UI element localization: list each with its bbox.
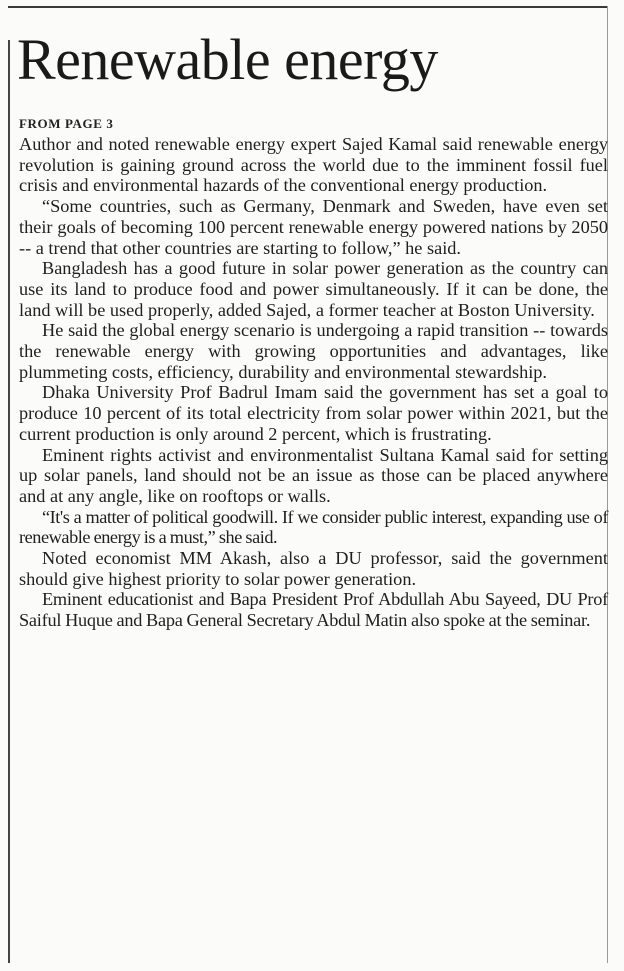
article-headline: Renewable energy	[17, 27, 438, 92]
top-rule	[8, 6, 608, 8]
article-paragraph: He said the global energy scenario is undergoing a rapid transition -- towards the renewable energy with growing opportunities and advantages, like plummeting costs, efficiency, durability and environmental stewardship.	[19, 320, 608, 382]
article-paragraph: “It's a matter of political goodwill. If we consider public interest, expanding use of renewable energy is a must,” she said.	[19, 506, 608, 548]
article-paragraph: Bangladesh has a good future in solar power generation as the country can use its land to produce food and power simultaneously. If it can be done, the land will be used properly, added Sajed, a former teacher at Boston University.	[19, 258, 608, 320]
article-paragraph: Dhaka University Prof Badrul Imam said the government has set a goal to produce 10 percent of its total electricity from solar power within 2021, but the current production is only around 2 percent, which is frustrating.	[19, 382, 608, 444]
article-paragraph: Eminent rights activist and environmentalist Sultana Kamal said for setting up solar panels, land should not be an issue as those can be placed anywhere and at any angle, like on rooftops or walls.	[19, 444, 608, 506]
article-body	[19, 134, 608, 631]
article-paragraph: Eminent educationist and Bapa President Prof Abdullah Abu Sayeed, DU Prof Saiful Huque and Bapa General Secretary Abdul Matin also spoke at the seminar.	[19, 589, 608, 631]
left-column-rule	[8, 40, 10, 963]
article-paragraph: “Some countries, such as Germany, Denmark and Sweden, have even set their goals of becoming 100 percent renewable energy powered nations by 2050 -- a trend that other countries are starting to follow,” he said.	[19, 196, 608, 258]
continuation-kicker: FROM PAGE 3	[19, 116, 114, 131]
article-paragraph: Noted economist MM Akash, also a DU professor, said the government should give highest priority to solar power generation.	[19, 548, 608, 589]
article-paragraph: Author and noted renewable energy expert Sajed Kamal said renewable energy revolution is gaining ground across the world due to the imminent fossil fuel crisis and environmental hazards of the conventional energy production.	[19, 134, 608, 196]
